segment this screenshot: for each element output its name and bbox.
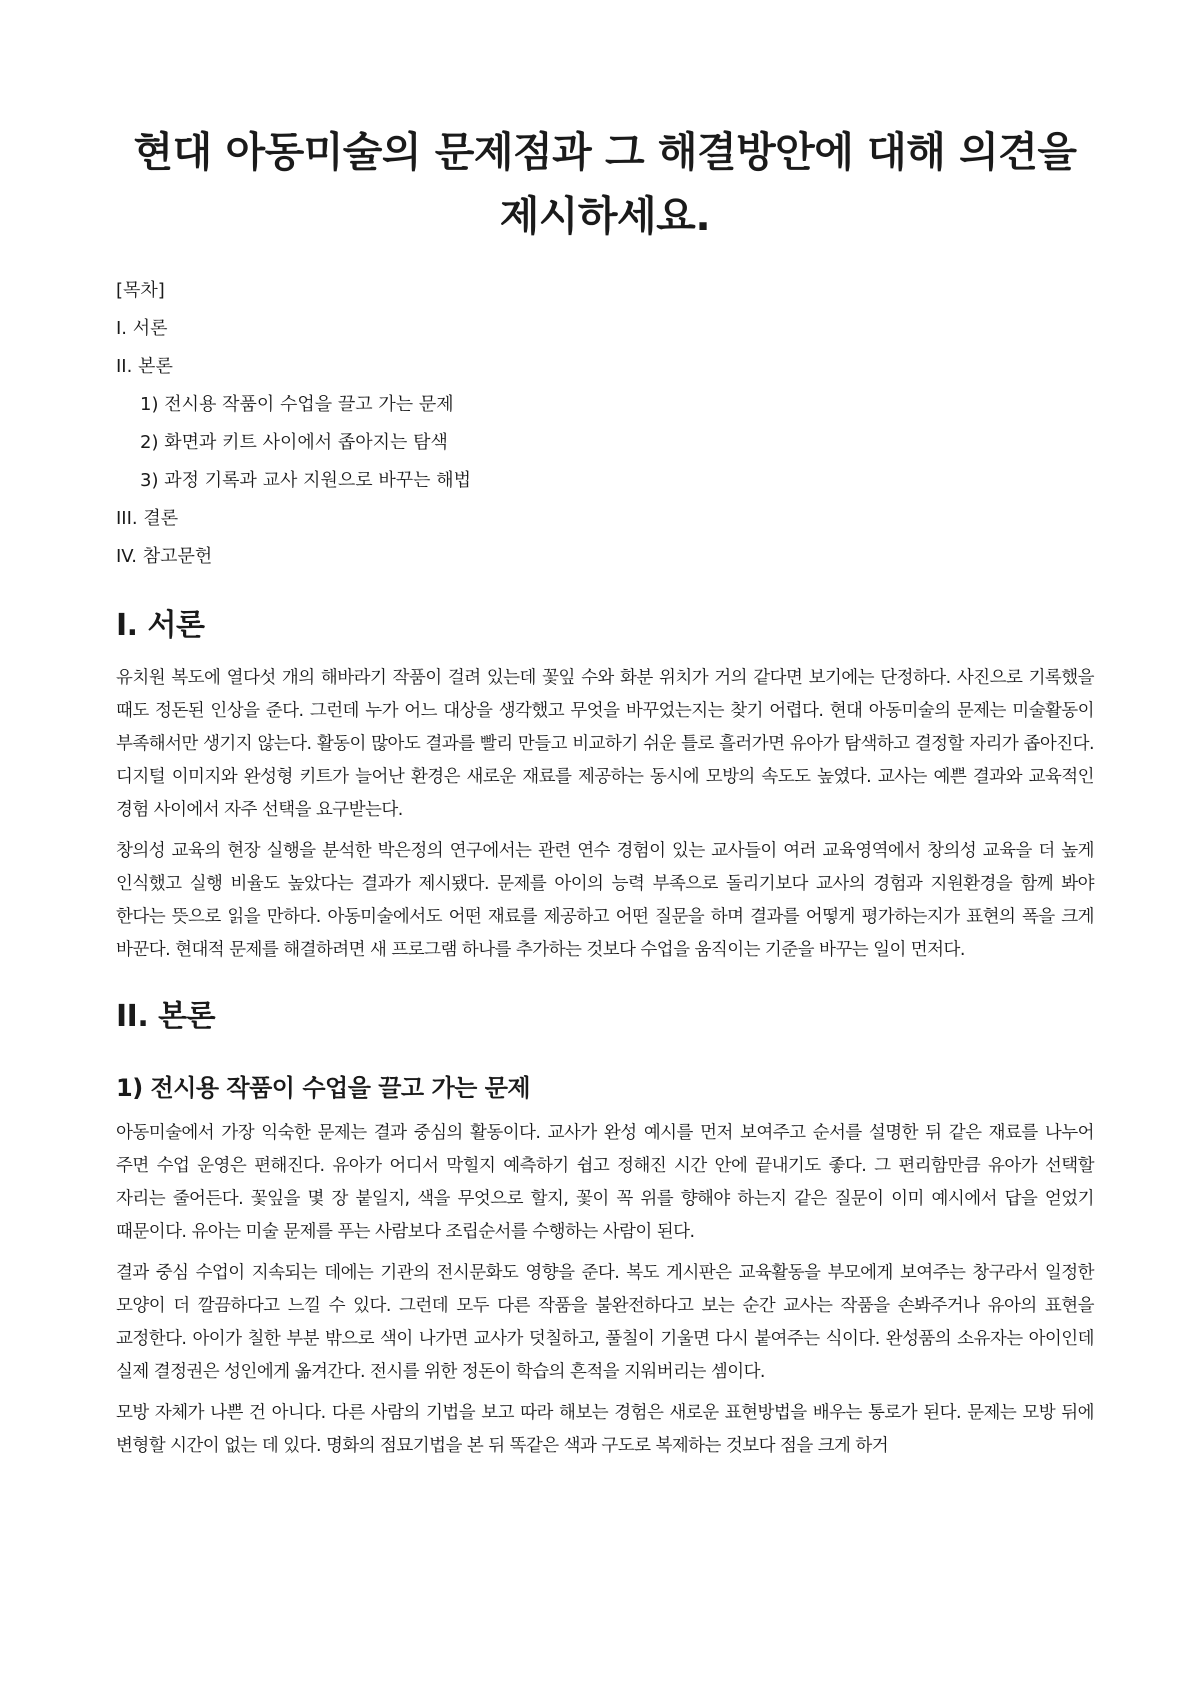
toc-item: II. 본론 (116, 356, 173, 377)
toc-heading: [목차] (116, 280, 165, 301)
document-title: 현대 아동미술의 문제점과 그 해결방안에 대해 의견을 제시하세요. (133, 128, 1077, 240)
body-paragraph: 모방 자체가 나쁜 건 아니다. 다른 사람의 기법을 보고 따라 해보는 경험은 새로운 표현방법을 배우는 통로가 된다. 문제는 모방 뒤에 변형할 시간이 없는 데 있다. 명화의 점묘기법을 본 뒤 똑같은 색과 구도로 복제하는 것보다 점을 크게 하거 (116, 1403, 1094, 1456)
toc-subitem: 3) 과정 기록과 교사 지원으로 바꾸는 해법 (140, 470, 472, 491)
body-paragraph: 아동미술에서 가장 익숙한 문제는 결과 중심의 활동이다. 교사가 완성 예시를 먼저 보여주고 순서를 설명한 뒤 같은 재료를 나누어 주면 수업 운영은 편해진다. 유아가 어디서 막힐지 예측하기 쉽고 정해진 시간 안에 끝내기도 좋다. 그 편리함만큼 유아가 선택할 자리는 줄어든다. 꽃잎을 몇 장 붙일지, 색을 무엇으로 할지, 꽃이 꼭 위를 향해야 하는지 같은 질문이 이미 예시에서 답을 얻었기 때문이다. 유아는 미술 문제를 푸는 사람보다 조립순서를 수행하는 사람이 된다. (116, 1123, 1094, 1242)
document-page (116, 0, 1094, 1471)
section-heading-body: II. 본론 (116, 999, 216, 1034)
table-of-contents (116, 272, 1094, 576)
toc-subitem: 1) 전시용 작품이 수업을 끌고 가는 문제 (140, 394, 454, 415)
toc-item: I. 서론 (116, 318, 168, 339)
toc-item: III. 결론 (116, 508, 179, 529)
subsection-heading-1: 1) 전시용 작품이 수업을 끌고 가는 문제 (116, 1074, 531, 1102)
toc-subitem: 2) 화면과 키트 사이에서 좁아지는 탐색 (140, 432, 448, 453)
intro-paragraph: 창의성 교육의 현장 실행을 분석한 박은정의 연구에서는 관련 연수 경험이 있는 교사들이 여러 교육영역에서 창의성 교육을 더 높게 인식했고 실행 비율도 높았다는 결과가 제시됐다. 문제를 아이의 능력 부족으로 돌리기보다 교사의 경험과 지원환경을 함께 봐야 한다는 뜻으로 읽을 만하다. 아동미술에서도 어떤 재료를 제공하고 어떤 질문을 하며 결과를 어떻게 평가하는지가 표현의 폭을 크게 바꾼다. 현대적 문제를 해결하려면 새 프로그램 하나를 추가하는 것보다 수업을 움직이는 기준을 바꾸는 일이 먼저다. (116, 841, 1094, 960)
toc-item: IV. 참고문헌 (116, 546, 213, 567)
intro-paragraph: 유치원 복도에 열다섯 개의 해바라기 작품이 걸려 있는데 꽃잎 수와 화분 위치가 거의 같다면 보기에는 단정하다. 사진으로 기록했을 때도 정돈된 인상을 준다. 그런데 누가 어느 대상을 생각했고 무엇을 바꾸었는지는 찾기 어렵다. 현대 아동미술의 문제는 미술활동이 부족해서만 생기지 않는다. 활동이 많아도 결과를 빨리 만들고 비교하기 쉬운 틀로 흘러가면 유아가 탐색하고 결정할 자리가 좁아진다. 디지털 이미지와 완성형 키트가 늘어난 환경은 새로운 재료를 제공하는 동시에 모방의 속도도 높였다. 교사는 예쁜 결과와 교육적인 경험 사이에서 자주 선택을 요구받는다. (116, 668, 1094, 820)
body-paragraph: 결과 중심 수업이 지속되는 데에는 기관의 전시문화도 영향을 준다. 복도 게시판은 교육활동을 부모에게 보여주는 창구라서 일정한 모양이 더 깔끔하다고 느낄 수 있다. 그런데 모두 다른 작품을 불완전하다고 보는 순간 교사는 작품을 손봐주거나 유아의 표현을 교정한다. 아이가 칠한 부분 밖으로 색이 나가면 교사가 덧칠하고, 풀칠이 기울면 다시 붙여주는 식이다. 완성품의 소유자는 아이인데 실제 결정권은 성인에게 옮겨간다. 전시를 위한 정돈이 학습의 흔적을 지워버리는 셈이다. (116, 1263, 1094, 1382)
section-heading-intro: I. 서론 (116, 608, 205, 643)
